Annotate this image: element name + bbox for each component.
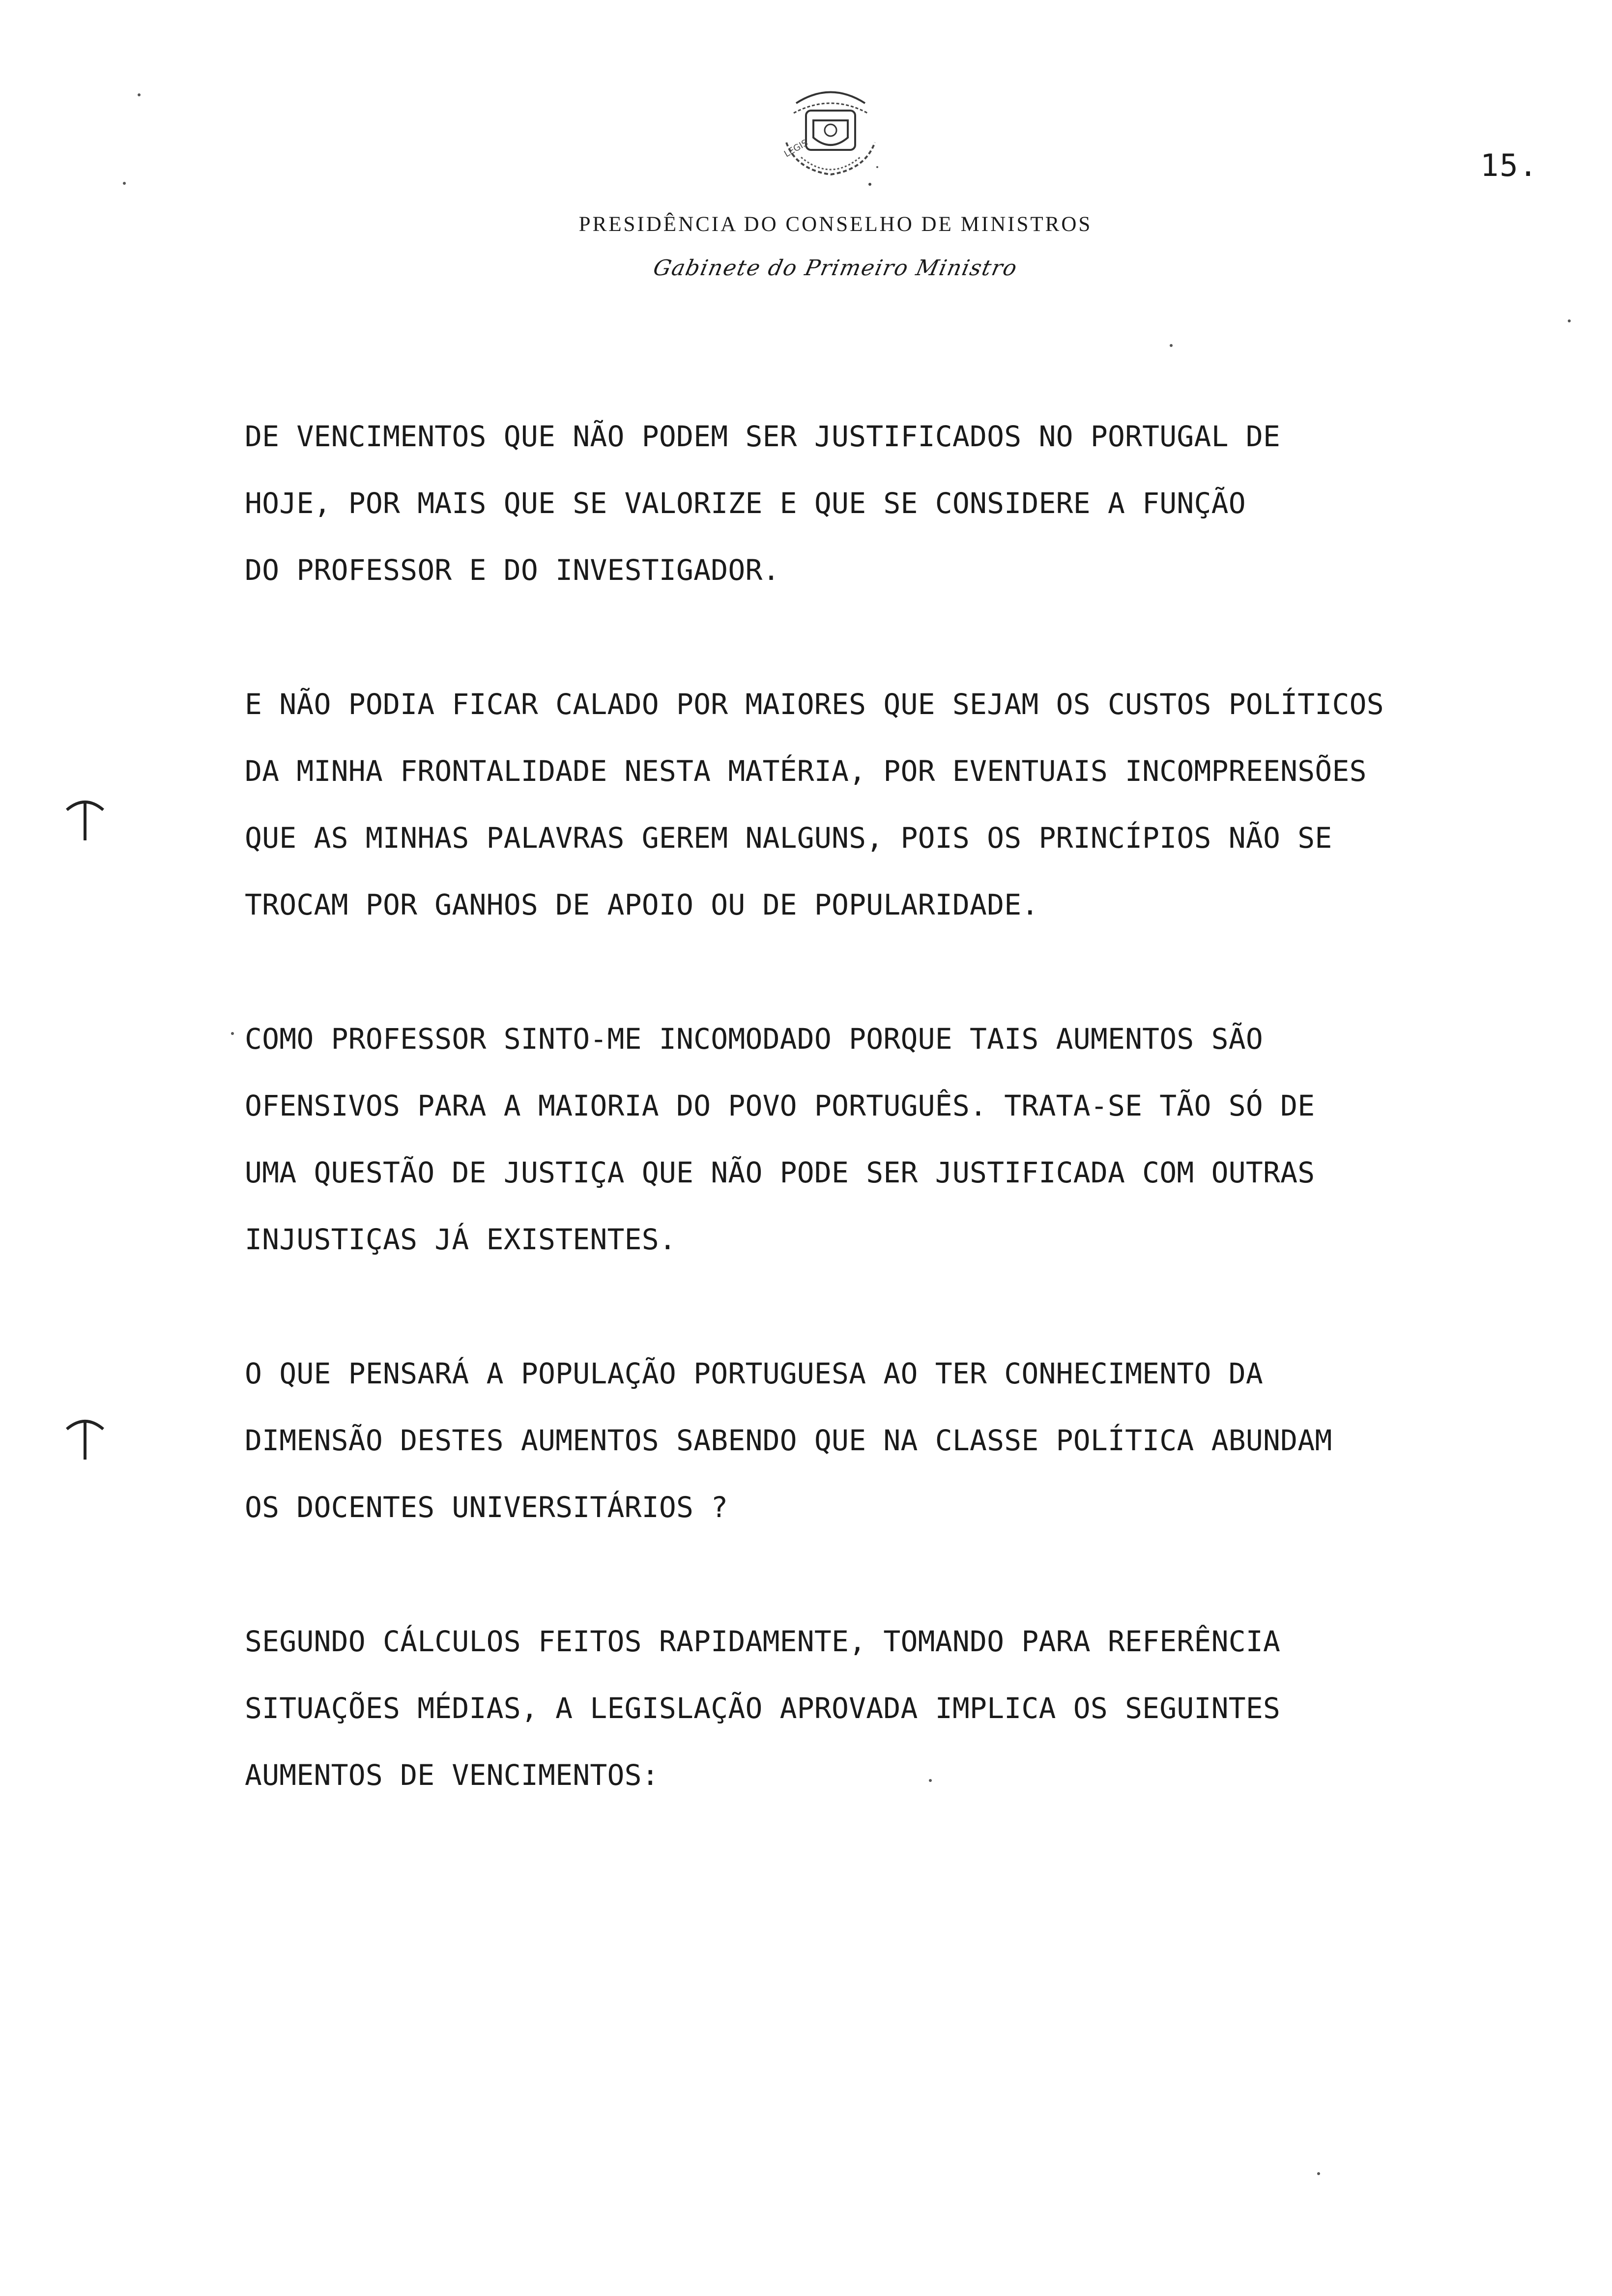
scan-speck xyxy=(1568,319,1571,322)
text-line: O QUE PENSARÁ A POPULAÇÃO PORTUGUESA AO TER CONHECIMENTO DA xyxy=(245,1357,1264,1390)
scan-speck xyxy=(123,182,126,185)
paragraph xyxy=(245,1340,1601,1541)
paragraph xyxy=(245,403,1601,603)
letter-body xyxy=(245,403,1601,1876)
text-line: SEGUNDO CÁLCULOS FEITOS RAPIDAMENTE, TOMANDO PARA REFERÊNCIA xyxy=(245,1625,1281,1658)
text-line: E NÃO PODIA FICAR CALADO POR MAIORES QUE SEJAM OS CUSTOS POLÍTICOS xyxy=(245,688,1384,721)
paragraph xyxy=(245,671,1601,938)
binder-hole-mark xyxy=(63,796,107,840)
text-line: OS DOCENTES UNIVERSITÁRIOS ? xyxy=(245,1491,728,1524)
text-line: DO PROFESSOR E DO INVESTIGADOR. xyxy=(245,553,780,587)
paragraph xyxy=(245,1005,1601,1273)
text-line: COMO PROFESSOR SINTO-ME INCOMODADO PORQUE TAIS AUMENTOS SÃO xyxy=(245,1022,1264,1056)
scan-speck xyxy=(231,1032,234,1035)
text-line: DA MINHA FRONTALIDADE NESTA MATÉRIA, POR EVENTUAIS INCOMPREENSÕES xyxy=(245,754,1367,788)
coat-of-arms-seal xyxy=(767,84,894,197)
scan-speck xyxy=(138,93,141,96)
svg-text:LEGIS: LEGIS xyxy=(782,138,810,160)
page-number: 15. xyxy=(1480,147,1538,183)
text-line: HOJE, POR MAIS QUE SE VALORIZE E QUE SE CONSIDERE A FUNÇÃO xyxy=(245,487,1246,520)
text-line: QUE AS MINHAS PALAVRAS GEREM NALGUNS, POIS OS PRINCÍPIOS NÃO SE xyxy=(245,821,1332,855)
scan-speck xyxy=(1317,2172,1320,2175)
text-line: INJUSTIÇAS JÁ EXISTENTES. xyxy=(245,1223,676,1256)
text-line: DE VENCIMENTOS QUE NÃO PODEM SER JUSTIFICADOS NO PORTUGAL DE xyxy=(245,420,1281,453)
scan-speck xyxy=(929,1779,932,1782)
letterhead-subtitle: Gabinete do Primeiro Ministro xyxy=(651,256,1020,281)
binder-hole-mark xyxy=(63,1415,107,1460)
text-line: SITUAÇÕES MÉDIAS, A LEGISLAÇÃO APROVADA IMPLICA OS SEGUINTES xyxy=(245,1692,1281,1725)
text-line: OFENSIVOS PARA A MAIORIA DO POVO PORTUGUÊS. TRATA-SE TÃO SÓ DE xyxy=(245,1089,1315,1122)
letterhead-title: PRESIDÊNCIA DO CONSELHO DE MINISTROS xyxy=(578,213,1093,236)
text-line: TROCAM POR GANHOS DE APOIO OU DE POPULARIDADE. xyxy=(245,888,1039,921)
text-line: AUMENTOS DE VENCIMENTOS: xyxy=(245,1758,659,1792)
text-line: UMA QUESTÃO DE JUSTIÇA QUE NÃO PODE SER JUSTIFICADA COM OUTRAS xyxy=(245,1156,1315,1189)
scan-speck xyxy=(1170,344,1173,347)
text-line: DIMENSÃO DESTES AUMENTOS SABENDO QUE NA CLASSE POLÍTICA ABUNDAM xyxy=(245,1424,1332,1457)
paragraph xyxy=(245,1608,1601,1808)
